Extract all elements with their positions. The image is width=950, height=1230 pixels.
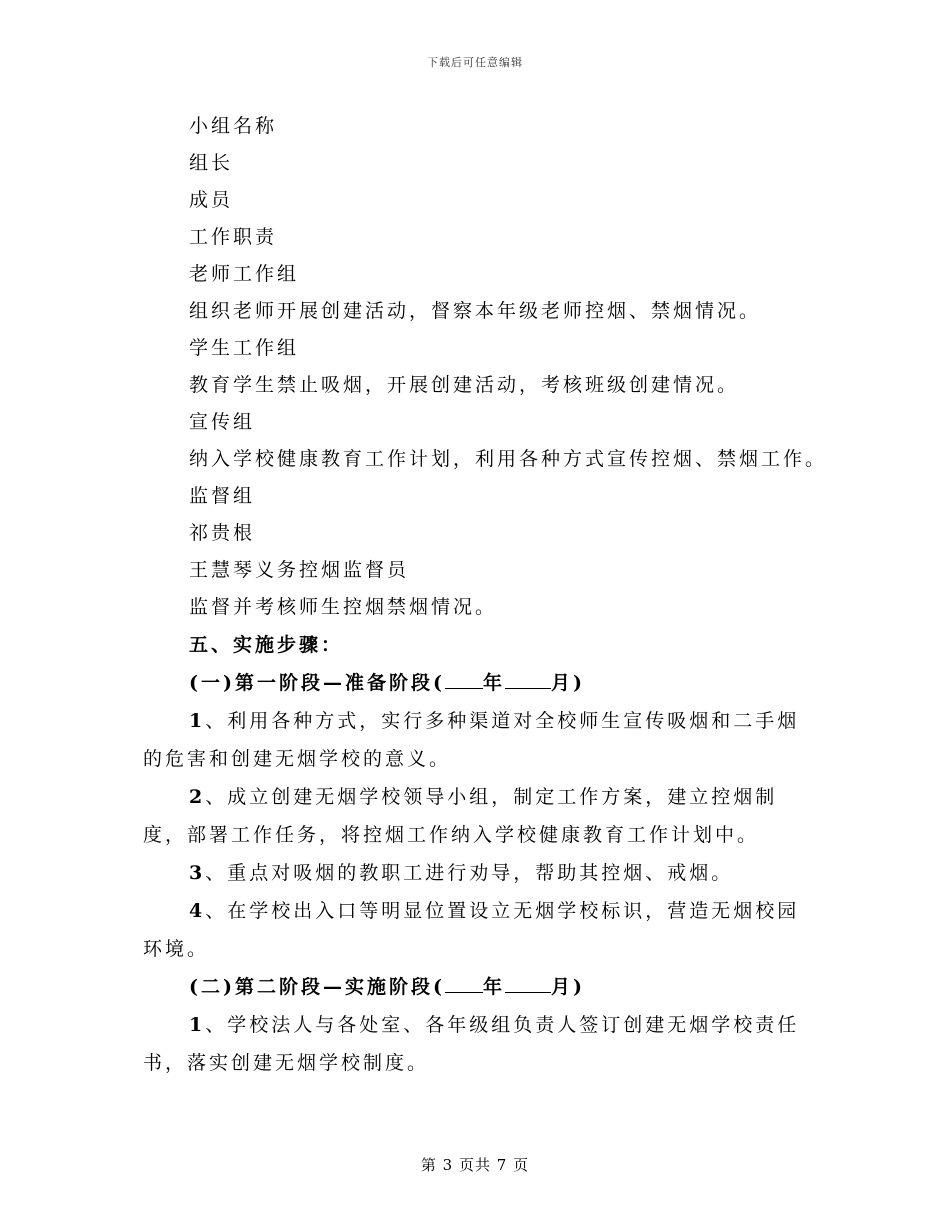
item-text: 、重点对吸烟的教职工进行劝导，帮助其控烟、戒烟。 xyxy=(205,862,734,884)
list-line: 监督并考核师生控烟禁烟情况。 xyxy=(189,596,498,618)
document-body xyxy=(143,108,828,1082)
paragraph xyxy=(143,854,813,892)
list-line: 老师工作组 xyxy=(189,263,300,285)
month-label: 月) xyxy=(551,976,585,998)
item-text: 、在学校出入口等明显位置设立无烟学校标识，营造无烟校园环境。 xyxy=(143,900,800,960)
list-line: 小组名称 xyxy=(189,115,278,137)
section-heading: 五、实施步骤： xyxy=(189,634,344,656)
item-number: 2 xyxy=(189,786,206,808)
list-line: 王慧琴义务控烟监督员 xyxy=(189,559,410,581)
list-line: 成员 xyxy=(189,189,234,211)
list-line: 监督组 xyxy=(189,485,256,507)
item-number: 4 xyxy=(189,900,206,922)
item-text: 、学校法人与各处室、各年级组负责人签订创建无烟学校责任书，落实创建无烟学校制度。 xyxy=(143,1014,800,1074)
list-line: 学生工作组 xyxy=(189,337,300,359)
month-label: 月) xyxy=(551,672,585,694)
paragraph xyxy=(143,892,813,968)
year-blank xyxy=(445,970,483,993)
item-number: 3 xyxy=(189,862,206,884)
item-text: 、成立创建无烟学校领导小组，制定工作方案，建立控烟制度，部署工作任务，将控烟工作纳入学校健康教育工作计划中。 xyxy=(143,786,778,846)
item-number: 1 xyxy=(189,710,206,732)
item-number: 1 xyxy=(189,1014,206,1036)
list-line: 组织老师开展创建活动，督察本年级老师控烟、禁烟情况。 xyxy=(189,300,762,322)
list-line: 宣传组 xyxy=(189,411,256,433)
paragraph xyxy=(143,1006,813,1082)
year-label: 年 xyxy=(482,672,505,694)
list-line: 组长 xyxy=(189,152,234,174)
year-blank xyxy=(445,666,483,689)
month-blank xyxy=(505,970,551,993)
list-line: 工作职责 xyxy=(189,226,278,248)
stage-heading xyxy=(143,664,813,702)
month-blank xyxy=(505,666,551,689)
item-text: 、利用各种方式，实行多种渠道对全校师生宣传吸烟和二手烟的危害和创建无烟学校的意义。 xyxy=(143,710,800,770)
list-line: 纳入学校健康教育工作计划，利用各种方式宣传控烟、禁烟工作。 xyxy=(189,448,828,470)
stage-heading xyxy=(143,968,813,1006)
paragraph xyxy=(143,702,813,778)
stage-heading-prefix: (二)第二阶段—实施阶段( xyxy=(189,976,445,998)
list-line: 教育学生禁止吸烟，开展创建活动，考核班级创建情况。 xyxy=(189,374,740,396)
stage-heading-prefix: (一)第一阶段—准备阶段( xyxy=(189,672,445,694)
paragraph xyxy=(143,778,813,854)
header-note: 下载后可任意编辑 xyxy=(427,56,523,69)
list-line: 祁贵根 xyxy=(189,522,256,544)
page-number: 第 3 页共 7 页 xyxy=(420,1156,530,1174)
year-label: 年 xyxy=(482,976,505,998)
